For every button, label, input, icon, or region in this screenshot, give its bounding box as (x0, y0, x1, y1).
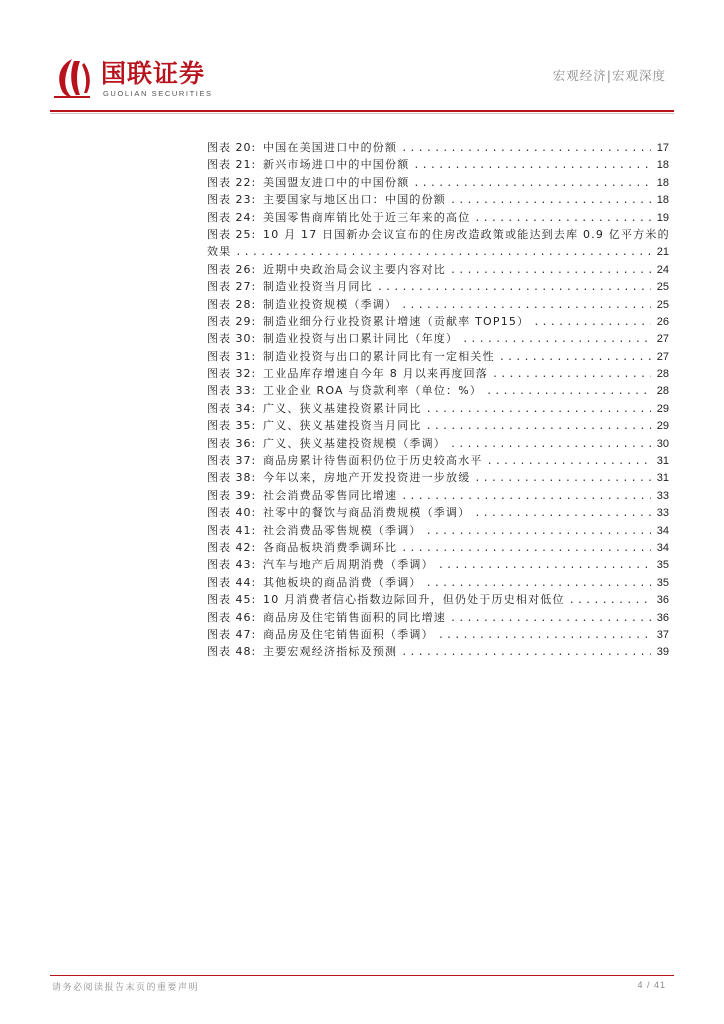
toc-entry-label: 图表 31: (207, 349, 257, 363)
toc-dot-leader (569, 592, 651, 609)
toc-entry-title: 汽车与地产后周期消费（季调） (263, 558, 434, 572)
toc-entry-label: 图表 29: (207, 314, 257, 328)
toc-entry[interactable] (207, 209, 669, 226)
toc-entry-title: 10 月 17 日国新办会议宣布的住房改造政策或能达到去库 0.9 亿平方米的 (263, 227, 670, 241)
toc-entry-title: 工业品库存增速自今年 8 月以来再度回落 (263, 367, 488, 381)
toc-dot-leader (450, 192, 651, 209)
toc-entry-page: 18 (656, 194, 669, 207)
toc-entry-label: 图表 36: (207, 436, 257, 450)
toc-dot-leader (474, 210, 651, 227)
toc-entry-label: 图表 43: (207, 558, 257, 572)
toc-entry-page: 29 (656, 402, 669, 415)
toc-entry-label: 图表 35: (207, 419, 257, 433)
toc-entry-page: 34 (656, 524, 669, 537)
toc-entry-label: 图表 25: (207, 227, 257, 241)
toc-entry-title: 美国零售商库销比处于近三年来的高位 (263, 210, 471, 224)
toc-entry[interactable] (207, 556, 669, 573)
toc-dot-leader (426, 401, 651, 418)
toc-entry-title: 广义、狭义基建投资当月同比 (263, 419, 422, 433)
toc-dot-leader (426, 418, 651, 435)
toc-dot-leader (438, 557, 651, 574)
toc-entry-page: 36 (656, 594, 669, 607)
toc-entry-title: 中国在美国进口中的份额 (263, 141, 398, 154)
toc-entry-label: 图表 23: (207, 193, 257, 207)
toc-entry[interactable] (207, 400, 669, 417)
toc-entry-title: 10 月消费者信心指数边际回升，但仍处于历史相对低位 (263, 593, 565, 607)
toc-entry-page: 35 (656, 576, 669, 589)
page-header (0, 0, 724, 116)
toc-dot-leader (401, 140, 651, 157)
toc-entry-page: 25 (656, 281, 669, 294)
brand-name-en: GUOLIAN SECURITIES (103, 89, 213, 98)
toc-entry-label: 图表 39: (207, 488, 257, 502)
toc-entry-label: 图表 24: (207, 210, 257, 224)
toc-entry-label: 图表 46: (207, 610, 257, 624)
toc-entry-title: 社会消费品零售同比增速 (263, 488, 398, 502)
toc-entry[interactable] (207, 435, 669, 452)
toc-entry[interactable] (207, 156, 669, 173)
toc-entry-label: 图表 28: (207, 297, 257, 311)
toc-entry[interactable] (207, 643, 669, 660)
toc-entry[interactable] (207, 522, 669, 539)
toc-entry[interactable] (207, 226, 669, 243)
toc-entry-page: 28 (656, 368, 669, 381)
toc-entry-label: 图表 38: (207, 471, 257, 485)
toc-dot-leader (450, 436, 651, 453)
toc-entry-title: 商品房及住宅销售面积的同比增速 (263, 610, 446, 624)
toc-entry-page: 27 (656, 350, 669, 363)
toc-entry-title: 各商品板块消费季调环比 (263, 540, 398, 554)
toc-entry-page: 18 (656, 176, 669, 189)
toc-entry[interactable] (207, 504, 669, 521)
toc-entry-title: 主要国家与地区出口：中国的份额 (263, 193, 446, 207)
toc-dot-leader (401, 540, 651, 557)
toc-dot-leader (474, 470, 651, 487)
toc-entry-page: 30 (656, 437, 669, 450)
toc-entry-page: 29 (656, 420, 669, 433)
footer-divider (50, 975, 674, 976)
toc-entry[interactable] (207, 348, 669, 365)
toc-entry-title: 商品房累计待售面积仍位于历史较高水平 (263, 454, 483, 468)
toc-entry-title: 今年以来，房地产开发投资进一步放缓 (263, 471, 471, 485)
toc-dot-leader (474, 505, 651, 522)
toc-entry-label: 图表 20: (207, 141, 257, 154)
toc-entry[interactable] (207, 278, 669, 295)
toc-entry-title: 近期中央政治局会议主要内容对比 (263, 262, 446, 276)
toc-dot-leader (413, 157, 651, 174)
toc-entry-title: 广义、狭义基建投资规模（季调） (263, 436, 446, 450)
toc-entry[interactable] (207, 365, 669, 382)
toc-entry-label: 图表 44: (207, 575, 257, 589)
toc-entry-title: 制造业投资当月同比 (263, 280, 373, 294)
toc-entry-title: 制造业投资与出口累计同比（年度） (263, 332, 459, 346)
toc-entry-label: 图表 32: (207, 367, 257, 381)
toc-entry-title: 制造业投资规模（季调） (263, 297, 398, 311)
toc-dot-leader (235, 244, 651, 261)
toc-entry[interactable] (207, 574, 669, 591)
toc-entry[interactable] (207, 261, 669, 278)
toc-entry-title-continuation: 效果 (207, 245, 232, 259)
toc-entry-label: 图表 41: (207, 523, 257, 537)
toc-entry[interactable] (207, 191, 669, 208)
toc-entry-label: 图表 47: (207, 627, 257, 641)
toc-entry-continuation[interactable] (0, 243, 669, 260)
toc-entry[interactable] (207, 139, 669, 156)
toc-entry-page: 31 (656, 455, 669, 468)
toc-entry-page: 17 (656, 142, 669, 154)
toc-entry-label: 图表 27: (207, 280, 257, 294)
toc-dot-leader (499, 349, 651, 366)
toc-dot-leader (487, 453, 651, 470)
toc-dot-leader (413, 175, 651, 192)
toc-dot-leader (450, 262, 651, 279)
toc-entry-title: 工业企业 ROA 与贷款利率（单位：%） (263, 384, 483, 398)
toc-entry[interactable] (207, 487, 669, 504)
toc-entry[interactable] (207, 539, 669, 556)
toc-dot-leader (426, 523, 651, 540)
toc-entry[interactable] (207, 452, 669, 469)
toc-entry-page: 28 (656, 385, 669, 398)
toc-entry-title: 制造业投资与出口的累计同比有一定相关性 (263, 349, 495, 363)
toc-entry[interactable] (207, 174, 669, 191)
toc-entry[interactable] (207, 469, 669, 486)
toc-entry-page: 25 (656, 298, 669, 311)
toc-entry-label: 图表 42: (207, 540, 257, 554)
toc-dot-leader (401, 644, 651, 661)
toc-dot-leader (438, 627, 651, 644)
figure-table-of-contents (207, 139, 669, 661)
header-divider-secondary (50, 113, 674, 114)
toc-entry[interactable] (207, 382, 669, 399)
toc-entry-page: 31 (656, 472, 669, 485)
toc-entry-label: 图表 40: (207, 506, 257, 520)
toc-entry[interactable] (207, 591, 669, 608)
toc-dot-leader (450, 610, 651, 627)
toc-entry[interactable] (207, 296, 669, 313)
toc-entry-label: 图表 21: (207, 158, 257, 172)
toc-entry-page: 36 (656, 611, 669, 624)
report-category-tag: 宏观经济|宏观深度 (552, 68, 666, 83)
guolian-logo-icon (50, 57, 94, 99)
toc-entry-label: 图表 48: (207, 645, 257, 659)
toc-entry[interactable] (207, 626, 669, 643)
toc-entry-page: 26 (656, 315, 669, 328)
toc-entry-label: 图表 30: (207, 332, 257, 346)
toc-dot-leader (426, 575, 651, 592)
toc-entry-title: 新兴市场进口中的中国份额 (263, 158, 410, 172)
toc-entry-title: 广义、狭义基建投资累计同比 (263, 401, 422, 415)
toc-dot-leader (377, 279, 651, 296)
toc-entry-page: 35 (656, 559, 669, 572)
toc-entry-title: 商品房及住宅销售面积（季调） (263, 627, 434, 641)
toc-entry-page: 18 (656, 159, 669, 172)
toc-dot-leader (486, 383, 651, 400)
toc-entry-label: 图表 34: (207, 401, 257, 415)
toc-entry-page: 27 (656, 333, 669, 346)
toc-entry-title: 社会消费品零售规模（季调） (263, 523, 422, 537)
toc-entry-label: 图表 22: (207, 175, 257, 189)
toc-entry-label: 图表 33: (207, 384, 257, 398)
toc-entry-page: 33 (656, 507, 669, 520)
header-divider (50, 110, 674, 112)
toc-entry-page: 19 (656, 211, 669, 224)
toc-entry[interactable] (207, 330, 669, 347)
toc-dot-leader (492, 366, 651, 383)
toc-entry-label: 图表 26: (207, 262, 257, 276)
toc-entry-title: 主要宏观经济指标及预测 (263, 645, 398, 659)
toc-entry-title: 其他板块的商品消费（季调） (263, 575, 422, 589)
toc-entry-label: 图表 45: (207, 593, 257, 607)
toc-dot-leader (401, 297, 651, 314)
brand-name-cn: 国联证券 (101, 59, 206, 88)
footer-disclaimer: 请务必阅读报告末页的重要声明 (52, 983, 200, 993)
toc-dot-leader (401, 488, 651, 505)
toc-entry[interactable] (207, 313, 669, 330)
toc-entry-page: 24 (656, 263, 669, 276)
toc-entry-page: 34 (656, 541, 669, 554)
toc-dot-leader (462, 331, 651, 348)
toc-entry-title: 社零中的餐饮与商品消费规模（季调） (263, 506, 471, 520)
toc-entry-page: 21 (656, 246, 669, 259)
toc-entry-page: 33 (656, 489, 669, 502)
page-number: 4 / 41 (637, 980, 666, 990)
toc-entry-label: 图表 37: (207, 454, 257, 468)
toc-entry[interactable] (207, 609, 669, 626)
toc-entry-title: 美国盟友进口中的中国份额 (263, 175, 410, 189)
toc-entry[interactable] (207, 417, 669, 434)
toc-entry-page: 39 (656, 646, 669, 659)
toc-entry-title: 制造业细分行业投资累计增速（贡献率 TOP15） (263, 314, 530, 328)
toc-entry-page: 37 (656, 628, 669, 641)
toc-dot-leader (533, 314, 651, 331)
